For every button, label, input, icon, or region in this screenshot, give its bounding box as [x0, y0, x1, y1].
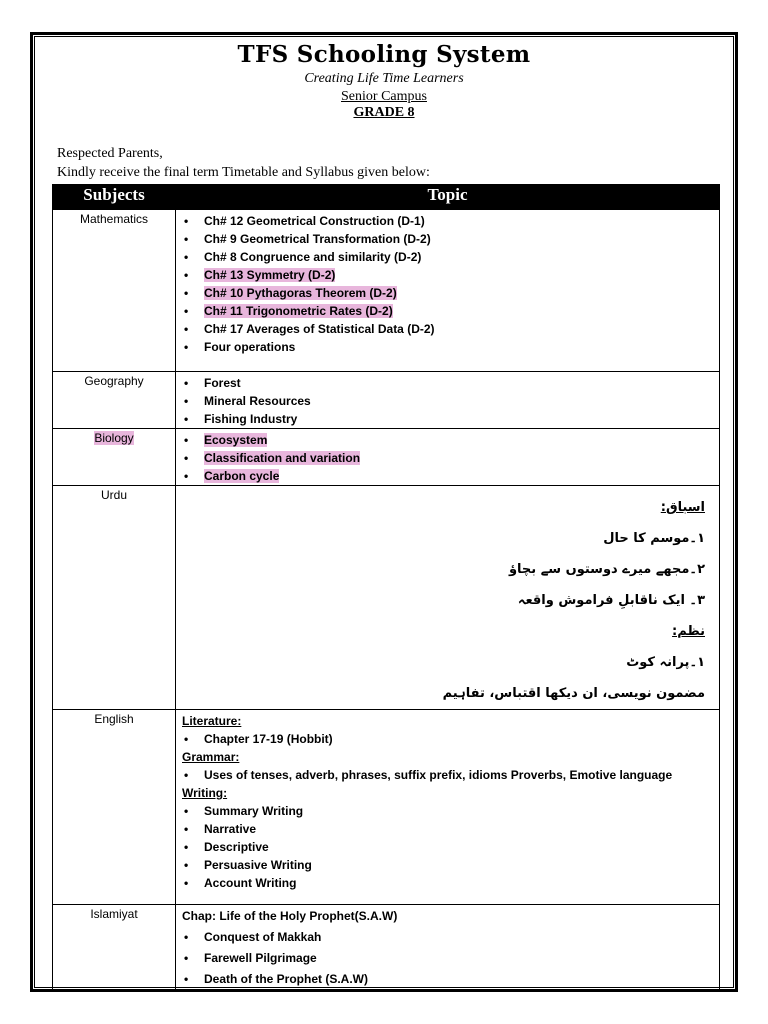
list-item: • Ch# 12 Geometrical Construction (D-1) — [182, 212, 719, 230]
row-mathematics — [53, 210, 720, 372]
urdu-line: ۱۔موسم کا حال — [603, 531, 705, 546]
list-item: • Uses of tenses, adverb, phrases, suffix prefix, idioms Proverbs, Emotive language — [182, 766, 719, 784]
list-item: • Conquest of Makkah — [182, 927, 719, 948]
subject-mathematics: Mathematics — [53, 210, 176, 372]
list-item: • Mineral Resources — [182, 392, 719, 410]
urdu-line: مضمون نویسی، ان دیکھا اقتباس، تفاہیم — [442, 686, 705, 701]
list-item: • Fishing Industry — [182, 410, 719, 428]
urdu-line: ۳۔ ایک ناقابلِ فراموش واقعہ — [517, 593, 705, 608]
english-literature-label: Literature: — [182, 714, 242, 728]
list-item: • Chapter 17-19 (Hobbit) — [182, 730, 719, 748]
subject-islamiyat: Islamiyat — [53, 905, 176, 991]
topics-urdu — [176, 486, 720, 710]
list-item: • Summary Writing — [182, 802, 719, 820]
salutation: Respected Parents, — [57, 146, 163, 161]
list-item: • Classification and variation — [182, 449, 719, 467]
syllabus-table — [52, 184, 720, 991]
intro-line: Kindly receive the final term Timetable and Syllabus given below: — [57, 165, 430, 180]
english-grammar-label: Grammar: — [182, 750, 240, 764]
list-item: • Ecosystem — [182, 431, 719, 449]
subject-english: English — [53, 710, 176, 905]
topics-islamiyat — [176, 905, 720, 991]
list-item: • Forest — [182, 374, 719, 392]
urdu-line: ۲۔مجھے میرے دوستوں سے بچاؤ — [508, 562, 705, 577]
list-item: • Persuasive Writing — [182, 856, 719, 874]
list-item: • Ch# 8 Congruence and similarity (D-2) — [182, 248, 719, 266]
list-item: • Account Writing — [182, 874, 719, 892]
school-name: TFS Schooling System — [237, 41, 531, 68]
urdu-line: نظم: — [672, 624, 705, 639]
school-tagline: Creating Life Time Learners — [304, 71, 464, 86]
list-item: • Ch# 10 Pythagoras Theorem (D-2) — [182, 284, 719, 302]
urdu-line: اسباق: — [660, 500, 705, 515]
column-header-subjects: Subjects — [53, 185, 176, 210]
list-item: • Farewell Pilgrimage — [182, 948, 719, 969]
list-item: • Death of the Prophet (S.A.W) — [182, 969, 719, 990]
row-geography — [53, 372, 720, 429]
list-item: • Four operations — [182, 338, 719, 356]
list-item: • Ch# 11 Trigonometric Rates (D-2) — [182, 302, 719, 320]
subject-biology: Biology — [53, 429, 176, 486]
list-item: • Narrative — [182, 820, 719, 838]
list-item: • Ch# 13 Symmetry (D-2) — [182, 266, 719, 284]
list-item: • Descriptive — [182, 838, 719, 856]
grade-label: GRADE 8 — [353, 105, 415, 120]
campus-label: Senior Campus — [341, 89, 427, 104]
topics-english — [176, 710, 720, 905]
topics-geography — [176, 372, 720, 429]
row-islamiyat — [53, 905, 720, 991]
urdu-line: ۱۔پرانہ کوٹ — [626, 655, 705, 670]
row-english — [53, 710, 720, 905]
column-header-topic: Topic — [176, 185, 720, 210]
row-urdu — [53, 486, 720, 710]
subject-geography: Geography — [53, 372, 176, 429]
table-header-row — [53, 185, 720, 210]
intro-text — [57, 144, 430, 182]
row-biology — [53, 429, 720, 486]
topics-biology — [176, 429, 720, 486]
subject-urdu: Urdu — [53, 486, 176, 710]
list-item: • Carbon cycle — [182, 467, 719, 485]
list-item: • Ch# 17 Averages of Statistical Data (D-2) — [182, 320, 719, 338]
list-item: • Ch# 9 Geometrical Transformation (D-2) — [182, 230, 719, 248]
topics-mathematics — [176, 210, 720, 372]
document-header — [34, 40, 734, 121]
english-writing-label: Writing: — [182, 786, 228, 800]
islamiyat-chapter: Chap: Life of the Holy Prophet(S.A.W) — [182, 909, 398, 923]
